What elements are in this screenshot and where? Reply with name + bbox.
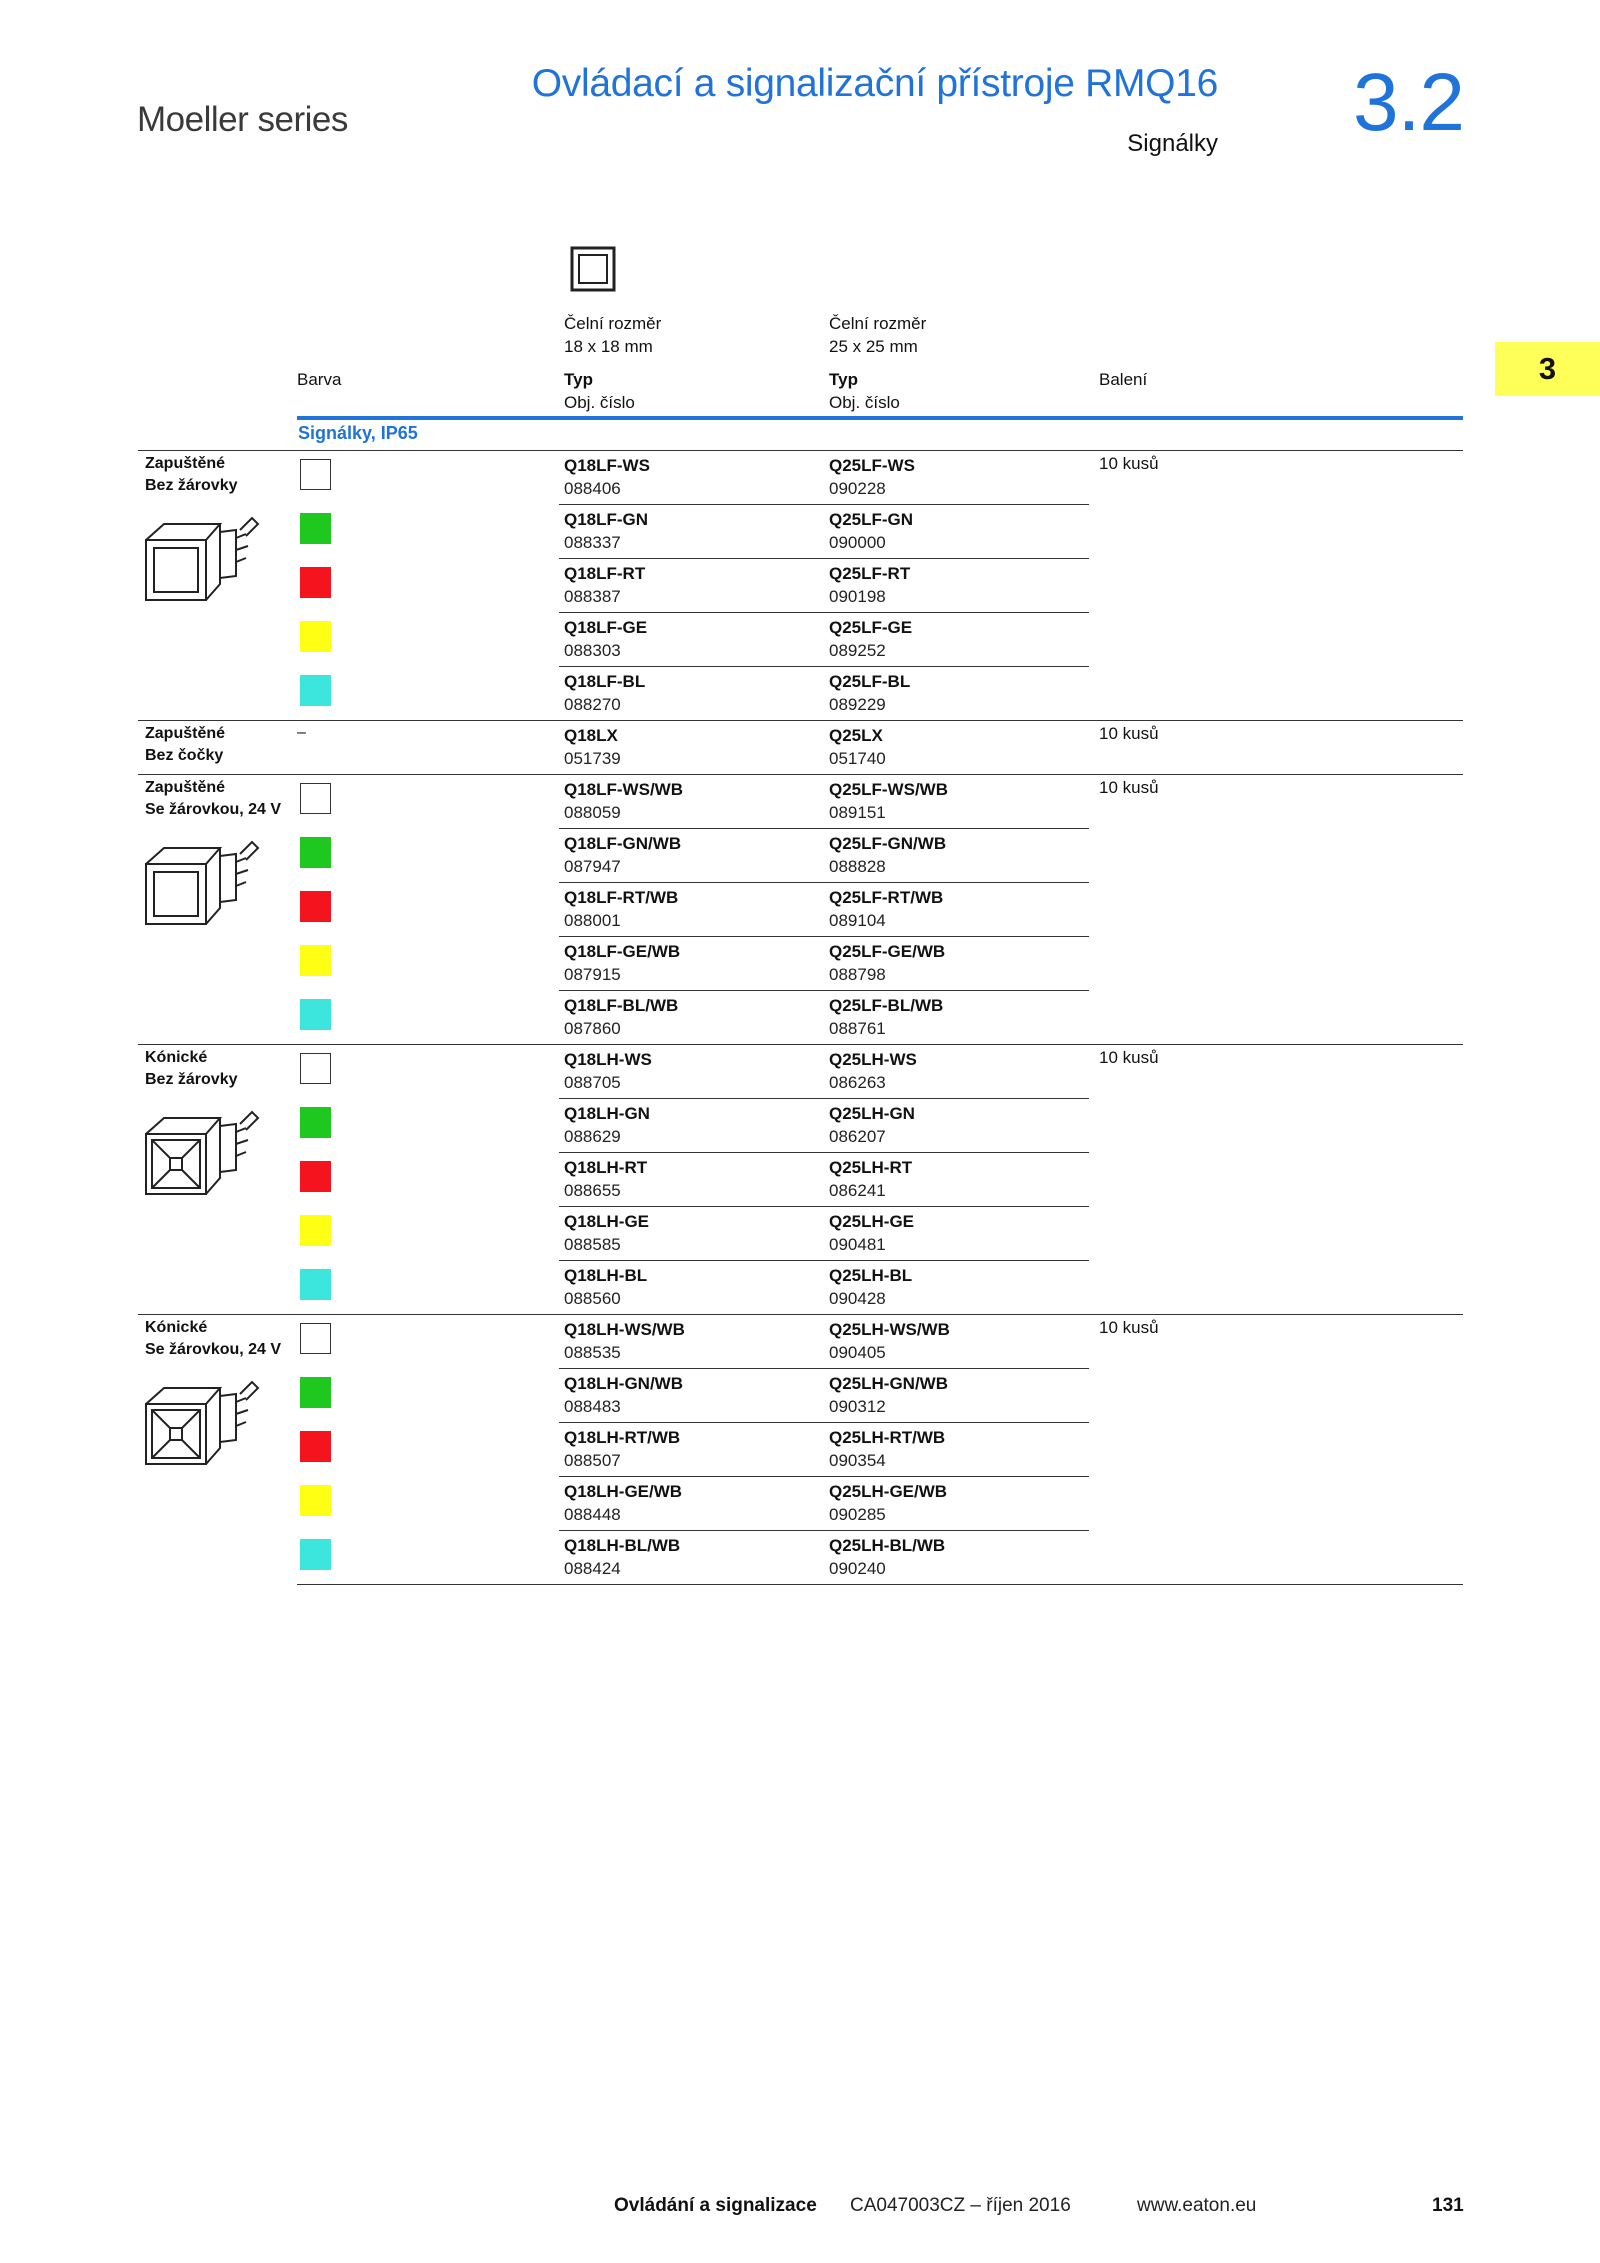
order-number-18: 088270 xyxy=(564,695,621,714)
type-25-cell xyxy=(829,886,943,932)
type-code-25: Q25LH-RT/WB xyxy=(829,1428,946,1447)
type-code-25: Q25LH-BL xyxy=(829,1266,913,1285)
order-number-18: 088001 xyxy=(564,911,621,930)
type-code-25: Q25LF-GN/WB xyxy=(829,834,947,853)
group-subname: Bez žárovky xyxy=(145,1071,238,1088)
type-25-cell xyxy=(829,616,912,662)
order-number-25: 090240 xyxy=(829,1559,886,1578)
type-code-25: Q25LF-GE/WB xyxy=(829,942,946,961)
type-code-25: Q25LF-BL/WB xyxy=(829,996,944,1015)
type-code-18: Q18LF-BL/WB xyxy=(564,996,679,1015)
color-swatch-green xyxy=(300,1377,331,1408)
type-25-cell xyxy=(829,1372,948,1418)
type-code-25: Q25LF-GN xyxy=(829,510,914,529)
color-swatch-white xyxy=(300,459,331,490)
type-18-cell xyxy=(564,670,645,716)
type-code-25: Q25LH-GN xyxy=(829,1104,915,1123)
flush-pilot-light-icon xyxy=(140,510,265,620)
type-18-cell xyxy=(564,940,680,986)
color-swatch-white xyxy=(300,1323,331,1354)
group-name: Zapuštěné xyxy=(145,725,226,742)
type-18-cell xyxy=(564,562,645,608)
order-number-18: 088387 xyxy=(564,587,621,606)
order-number-18: 087947 xyxy=(564,857,621,876)
order-number-18: 088655 xyxy=(564,1181,621,1200)
group-name: Kónické xyxy=(145,1049,208,1066)
type-code-18: Q18LH-GE/WB xyxy=(564,1482,683,1501)
color-swatch-green xyxy=(300,1107,331,1138)
type-code-25: Q25LF-RT xyxy=(829,564,911,583)
type-18-cell xyxy=(564,1534,680,1580)
row-divider xyxy=(559,1260,1089,1261)
type-25-cell xyxy=(829,1426,945,1472)
type-code-25: Q25LH-BL/WB xyxy=(829,1536,946,1555)
order-number-18: 088629 xyxy=(564,1127,621,1146)
row-divider xyxy=(559,990,1089,991)
row-divider xyxy=(559,1098,1089,1099)
type-18-cell xyxy=(564,1048,652,1094)
color-swatch-red xyxy=(300,1161,331,1192)
color-swatch-blue xyxy=(300,675,331,706)
type-18-cell xyxy=(564,1264,647,1310)
order-number-18: 088337 xyxy=(564,533,621,552)
color-swatch-red xyxy=(300,567,331,598)
type-code-18: Q18LH-BL xyxy=(564,1266,648,1285)
order-number-25: 086241 xyxy=(829,1181,886,1200)
type-code-25: Q25LF-WS/WB xyxy=(829,780,948,799)
type-code-25: Q25LF-RT/WB xyxy=(829,888,944,907)
color-swatch-yellow xyxy=(300,1215,331,1246)
order-number-25: 090312 xyxy=(829,1397,886,1416)
order-number-18: 051739 xyxy=(564,749,621,768)
type-18-cell xyxy=(564,724,621,770)
type-code-18: Q18LF-RT xyxy=(564,564,646,583)
color-swatch-yellow xyxy=(300,1485,331,1516)
no-color-dash: – xyxy=(297,724,306,741)
order-number-25: 090198 xyxy=(829,587,886,606)
row-divider xyxy=(559,882,1089,883)
type-code-18: Q18LF-RT/WB xyxy=(564,888,679,907)
group-divider xyxy=(138,1314,1463,1315)
order-number-25: 088798 xyxy=(829,965,886,984)
type-code-18: Q18LF-GN/WB xyxy=(564,834,682,853)
row-divider xyxy=(559,936,1089,937)
type-25-cell xyxy=(829,1156,912,1202)
type-code-18: Q18LH-GN xyxy=(564,1104,650,1123)
col25-dim-value: 25 x 25 mm xyxy=(829,337,918,356)
order-number-25: 089151 xyxy=(829,803,886,822)
type-code-25: Q25LX xyxy=(829,726,883,745)
color-swatch-yellow xyxy=(300,945,331,976)
color-swatch-red xyxy=(300,891,331,922)
order-number-18: 088585 xyxy=(564,1235,621,1254)
pack-quantity: 10 kusů xyxy=(1099,454,1159,473)
color-swatch-white xyxy=(300,783,331,814)
row-divider xyxy=(559,1152,1089,1153)
type-code-25: Q25LH-GE/WB xyxy=(829,1482,948,1501)
row-divider xyxy=(559,504,1089,505)
section-number: 3.2 xyxy=(1353,57,1464,148)
group-divider xyxy=(138,720,1463,721)
square-front-icon xyxy=(570,246,616,292)
order-number-25: 086207 xyxy=(829,1127,886,1146)
row-divider xyxy=(559,1530,1089,1531)
type-18-cell xyxy=(564,1480,682,1526)
col18-dim-value: 18 x 18 mm xyxy=(564,337,653,356)
type-code-18: Q18LX xyxy=(564,726,618,745)
type-25-cell xyxy=(829,1480,947,1526)
type-code-18: Q18LH-GE xyxy=(564,1212,650,1231)
order-number-25: 088828 xyxy=(829,857,886,876)
type-code-25: Q25LH-GE xyxy=(829,1212,915,1231)
type-18-cell xyxy=(564,616,647,662)
type-25-cell xyxy=(829,994,943,1040)
color-swatch-white xyxy=(300,1053,331,1084)
type-code-25: Q25LF-BL xyxy=(829,672,911,691)
order-number-18: 087915 xyxy=(564,965,621,984)
col25-dim-label: Čelní rozměr xyxy=(829,314,927,333)
order-number-18: 088705 xyxy=(564,1073,621,1092)
order-number-25: 090428 xyxy=(829,1289,886,1308)
order-number-25: 090285 xyxy=(829,1505,886,1524)
type-18-cell xyxy=(564,508,648,554)
type-18-cell xyxy=(564,1372,683,1418)
type-code-18: Q18LF-GN xyxy=(564,510,649,529)
type-25-cell xyxy=(829,562,910,608)
type-25-cell xyxy=(829,1534,945,1580)
type-25-cell xyxy=(829,454,915,500)
type-18-cell xyxy=(564,886,678,932)
row-divider xyxy=(559,1476,1089,1477)
type-code-25: Q25LH-GN/WB xyxy=(829,1374,948,1393)
order-number-25: 090405 xyxy=(829,1343,886,1362)
type-18-cell xyxy=(564,778,683,824)
type-code-18: Q18LF-WS/WB xyxy=(564,780,683,799)
order-number-18: 088303 xyxy=(564,641,621,660)
type-25-cell xyxy=(829,508,913,554)
group-name: Zapuštěné xyxy=(145,779,226,796)
type-code-25: Q25LF-GE xyxy=(829,618,913,637)
order-number-25: 088761 xyxy=(829,1019,886,1038)
col25-order-header: Obj. číslo xyxy=(829,393,900,412)
footer-code: CA047003CZ – říjen 2016 xyxy=(850,2195,1071,2216)
type-code-25: Q25LH-RT xyxy=(829,1158,913,1177)
type-code-25: Q25LH-WS xyxy=(829,1050,917,1069)
color-swatch-blue xyxy=(300,1539,331,1570)
color-column-header: Barva xyxy=(297,370,342,389)
pack-column-header: Balení xyxy=(1099,370,1148,389)
group-divider xyxy=(138,774,1463,775)
row-divider xyxy=(559,612,1089,613)
type-code-18: Q18LF-GE/WB xyxy=(564,942,681,961)
pack-quantity: 10 kusů xyxy=(1099,1048,1159,1067)
pack-quantity: 10 kusů xyxy=(1099,724,1159,743)
type-code-18: Q18LH-WS xyxy=(564,1050,652,1069)
order-number-25: 090000 xyxy=(829,533,886,552)
type-code-18: Q18LF-GE xyxy=(564,618,648,637)
col18-type-header: Typ xyxy=(564,370,593,389)
type-code-18: Q18LH-BL/WB xyxy=(564,1536,681,1555)
group-subname: Se žárovkou, 24 V xyxy=(145,1341,282,1358)
pack-quantity: 10 kusů xyxy=(1099,1318,1159,1337)
col18-order-header: Obj. číslo xyxy=(564,393,635,412)
row-divider xyxy=(559,666,1089,667)
type-code-18: Q18LF-WS xyxy=(564,456,650,475)
series-name: Moeller series xyxy=(137,100,348,139)
type-25-cell xyxy=(829,940,945,986)
color-swatch-red xyxy=(300,1431,331,1462)
group-divider xyxy=(138,450,1463,451)
chapter-tab[interactable]: 3 xyxy=(1495,342,1600,396)
order-number-18: 088448 xyxy=(564,1505,621,1524)
row-divider xyxy=(559,1368,1089,1369)
type-18-cell xyxy=(564,1210,649,1256)
order-number-25: 090481 xyxy=(829,1235,886,1254)
type-18-cell xyxy=(564,1156,647,1202)
type-code-18: Q18LH-WS/WB xyxy=(564,1320,685,1339)
conical-pilot-light-icon xyxy=(140,1104,265,1214)
group-subname: Bez čočky xyxy=(145,747,224,764)
order-number-18: 088507 xyxy=(564,1451,621,1470)
type-25-cell xyxy=(829,778,948,824)
order-number-25: 051740 xyxy=(829,749,886,768)
pack-quantity: 10 kusů xyxy=(1099,778,1159,797)
type-25-cell xyxy=(829,670,910,716)
order-number-18: 088535 xyxy=(564,1343,621,1362)
type-25-cell xyxy=(829,832,946,878)
type-code-25: Q25LF-WS xyxy=(829,456,915,475)
order-number-25: 089252 xyxy=(829,641,886,660)
color-swatch-yellow xyxy=(300,621,331,652)
page-number: 131 xyxy=(1432,2195,1464,2216)
group-divider xyxy=(138,1044,1463,1045)
col25-type-header: Typ xyxy=(829,370,858,389)
type-25-cell xyxy=(829,724,886,770)
footer-url[interactable]: www.eaton.eu xyxy=(1137,2195,1257,2216)
color-swatch-green xyxy=(300,837,331,868)
row-divider xyxy=(559,1206,1089,1207)
type-25-cell xyxy=(829,1102,915,1148)
row-divider xyxy=(559,558,1089,559)
type-code-18: Q18LH-GN/WB xyxy=(564,1374,683,1393)
type-code-18: Q18LF-BL xyxy=(564,672,646,691)
type-25-cell xyxy=(829,1318,950,1364)
group-name: Kónické xyxy=(145,1319,208,1336)
type-18-cell xyxy=(564,1318,685,1364)
header-divider xyxy=(297,416,1463,420)
type-25-cell xyxy=(829,1264,912,1310)
order-number-18: 088483 xyxy=(564,1397,621,1416)
row-divider xyxy=(559,828,1089,829)
type-18-cell xyxy=(564,1102,650,1148)
page-subtitle: Signálky xyxy=(1127,130,1218,157)
section-title: Signálky, IP65 xyxy=(298,423,418,443)
group-subname: Se žárovkou, 24 V xyxy=(145,801,282,818)
order-number-18: 088406 xyxy=(564,479,621,498)
col18-dim-label: Čelní rozměr xyxy=(564,314,662,333)
type-18-cell xyxy=(564,1426,680,1472)
order-number-18: 088424 xyxy=(564,1559,621,1578)
color-swatch-green xyxy=(300,513,331,544)
conical-pilot-light-icon xyxy=(140,1374,265,1484)
color-swatch-blue xyxy=(300,999,331,1030)
type-code-18: Q18LH-RT xyxy=(564,1158,648,1177)
type-code-18: Q18LH-RT/WB xyxy=(564,1428,681,1447)
table-bottom-line xyxy=(297,1584,1463,1585)
footer-title: Ovládání a signalizace xyxy=(614,2195,817,2216)
order-number-18: 088560 xyxy=(564,1289,621,1308)
group-subname: Bez žárovky xyxy=(145,477,238,494)
type-code-25: Q25LH-WS/WB xyxy=(829,1320,950,1339)
flush-pilot-light-icon xyxy=(140,834,265,944)
type-18-cell xyxy=(564,994,678,1040)
order-number-25: 090228 xyxy=(829,479,886,498)
order-number-25: 086263 xyxy=(829,1073,886,1092)
order-number-25: 090354 xyxy=(829,1451,886,1470)
group-name: Zapuštěné xyxy=(145,455,226,472)
type-25-cell xyxy=(829,1210,914,1256)
order-number-25: 089229 xyxy=(829,695,886,714)
type-25-cell xyxy=(829,1048,917,1094)
order-number-18: 088059 xyxy=(564,803,621,822)
type-18-cell xyxy=(564,832,681,878)
order-number-25: 089104 xyxy=(829,911,886,930)
type-18-cell xyxy=(564,454,650,500)
page-title: Ovládací a signalizační přístroje RMQ16 xyxy=(531,62,1218,105)
color-swatch-blue xyxy=(300,1269,331,1300)
row-divider xyxy=(559,1422,1089,1423)
order-number-18: 087860 xyxy=(564,1019,621,1038)
